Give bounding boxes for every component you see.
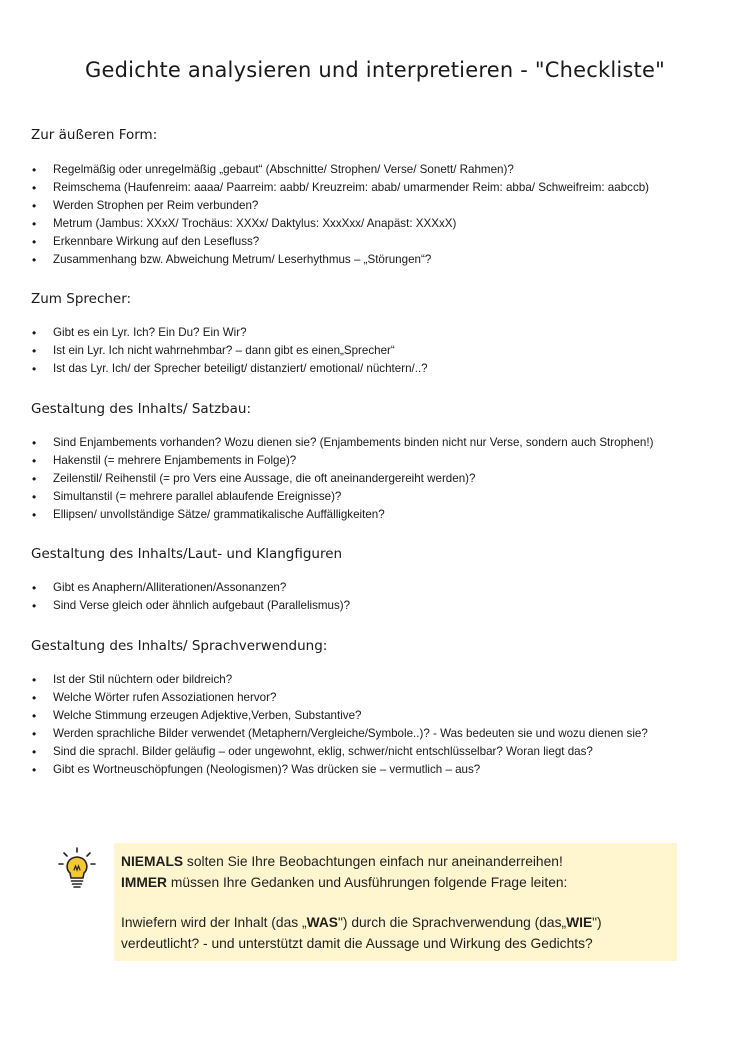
section-sentence-structure [31, 401, 731, 524]
list-item: • Welche Wörter rufen Assoziationen hervor? [31, 689, 731, 707]
section-language-use [31, 638, 731, 779]
list-item: • Sind Verse gleich oder ähnlich aufgebaut (Parallelismus)? [31, 597, 731, 615]
note-text: ") durch die Sprachverwendung (das„ [338, 915, 567, 930]
emphasis-always: IMMER [121, 875, 167, 890]
section-heading: Gestaltung des Inhalts/ Sprachverwendung: [31, 638, 328, 654]
note-line-1 [121, 851, 677, 872]
list-item: • Hakenstil (= mehrere Enjambements in Folge)? [31, 452, 731, 470]
list-item: • Erkennbare Wirkung auf den Lesefluss? [31, 233, 731, 251]
note-text: müssen Ihre Gedanken und Ausführungen folgende Frage leiten: [167, 875, 568, 890]
checklist [31, 434, 731, 524]
section-heading: Zum Sprecher: [31, 291, 132, 307]
list-item: • Gibt es ein Lyr. Ich? Ein Du? Ein Wir? [31, 324, 731, 342]
note-box [114, 843, 677, 961]
list-item: • Ist der Stil nüchtern oder bildreich? [31, 671, 731, 689]
checklist [31, 324, 731, 378]
list-item: • Ist ein Lyr. Ich nicht wahrnehmbar? – dann gibt es einen„Sprecher“ [31, 342, 731, 360]
list-item: • Gibt es Wortneuschöpfungen (Neologismen)? Was drücken sie – vermutlich – aus? [31, 761, 731, 779]
note-text: solten Sie Ihre Beobachtungen einfach nur aneinanderreihen! [183, 854, 563, 869]
list-item: • Zeilenstil/ Reihenstil (= pro Vers eine Aussage, die oft aneinandergereiht werden)? [31, 470, 731, 488]
emphasis-never: NIEMALS [121, 854, 184, 869]
list-item: • Ist das Lyr. Ich/ der Sprecher beteiligt/ distanziert/ emotional/ nüchtern/..? [31, 360, 731, 378]
list-item: • Simultanstil (= mehrere parallel ablaufende Ereignisse)? [31, 488, 731, 506]
section-outer-form [31, 127, 731, 269]
note-text: Inwiefern wird der Inhalt (das „ [121, 915, 307, 930]
emphasis-wie: WIE [566, 915, 593, 930]
section-heading: Zur äußeren Form: [31, 127, 158, 143]
section-heading: Gestaltung des Inhalts/Laut- und Klangfiguren [31, 546, 343, 562]
list-item: • Welche Stimmung erzeugen Adjektive,Verben, Substantive? [31, 707, 731, 725]
emphasis-was: WAS [306, 915, 339, 930]
note-text: ") [592, 915, 602, 930]
list-item: • Ellipsen/ unvollständige Sätze/ grammatikalische Auffälligkeiten? [31, 506, 731, 524]
section-heading: Gestaltung des Inhalts/ Satzbau: [31, 401, 252, 417]
page-title: Gedichte analysieren und interpretieren - "Checkliste" [85, 58, 665, 82]
list-item: • Werden sprachliche Bilder verwendet (Metaphern/Vergleiche/Symbole..)? - Was bedeuten sie und wozu dienen sie? [31, 725, 731, 743]
list-item: • Regelmäßig oder unregelmäßig „gebaut“ (Abschnitte/ Strophen/ Verse/ Sonett/ Rahmen)? [31, 161, 731, 179]
section-sound-figures [31, 546, 731, 615]
section-speaker [31, 291, 731, 378]
checklist [31, 161, 731, 269]
list-item: • Zusammenhang bzw. Abweichung Metrum/ Leserhythmus – „Störungen“? [31, 251, 731, 269]
list-item: • Reimschema (Haufenreim: aaaa/ Paarreim: aabb/ Kreuzreim: abab/ umarmender Reim: abba/ Schweifreim: aabccb) [31, 179, 731, 197]
list-item: • Werden Strophen per Reim verbunden? [31, 197, 731, 215]
list-item: • Gibt es Anaphern/Alliterationen/Assonanzen? [31, 579, 731, 597]
checklist [31, 671, 731, 779]
checklist [31, 579, 731, 615]
lightbulb-icon [56, 846, 98, 892]
note-question-line-2: verdeutlicht? - und unterstützt damit die Aussage und Wirkung des Gedichts? [121, 936, 593, 951]
note-line-2 [121, 872, 677, 893]
list-item: • Sind die sprachl. Bilder geläufig – oder ungewohnt, eklig, schwer/nicht entschlüsselbar? Woran liegt das? [31, 743, 731, 761]
note-question-line-1 [121, 912, 677, 933]
list-item: • Metrum (Jambus: XXxX/ Trochäus: XXXx/ Daktylus: XxxXxx/ Anapäst: XXXxX) [31, 215, 731, 233]
list-item: • Sind Enjambements vorhanden? Wozu dienen sie? (Enjambements binden nicht nur Verse, sondern auch Strophen!) [31, 434, 731, 452]
